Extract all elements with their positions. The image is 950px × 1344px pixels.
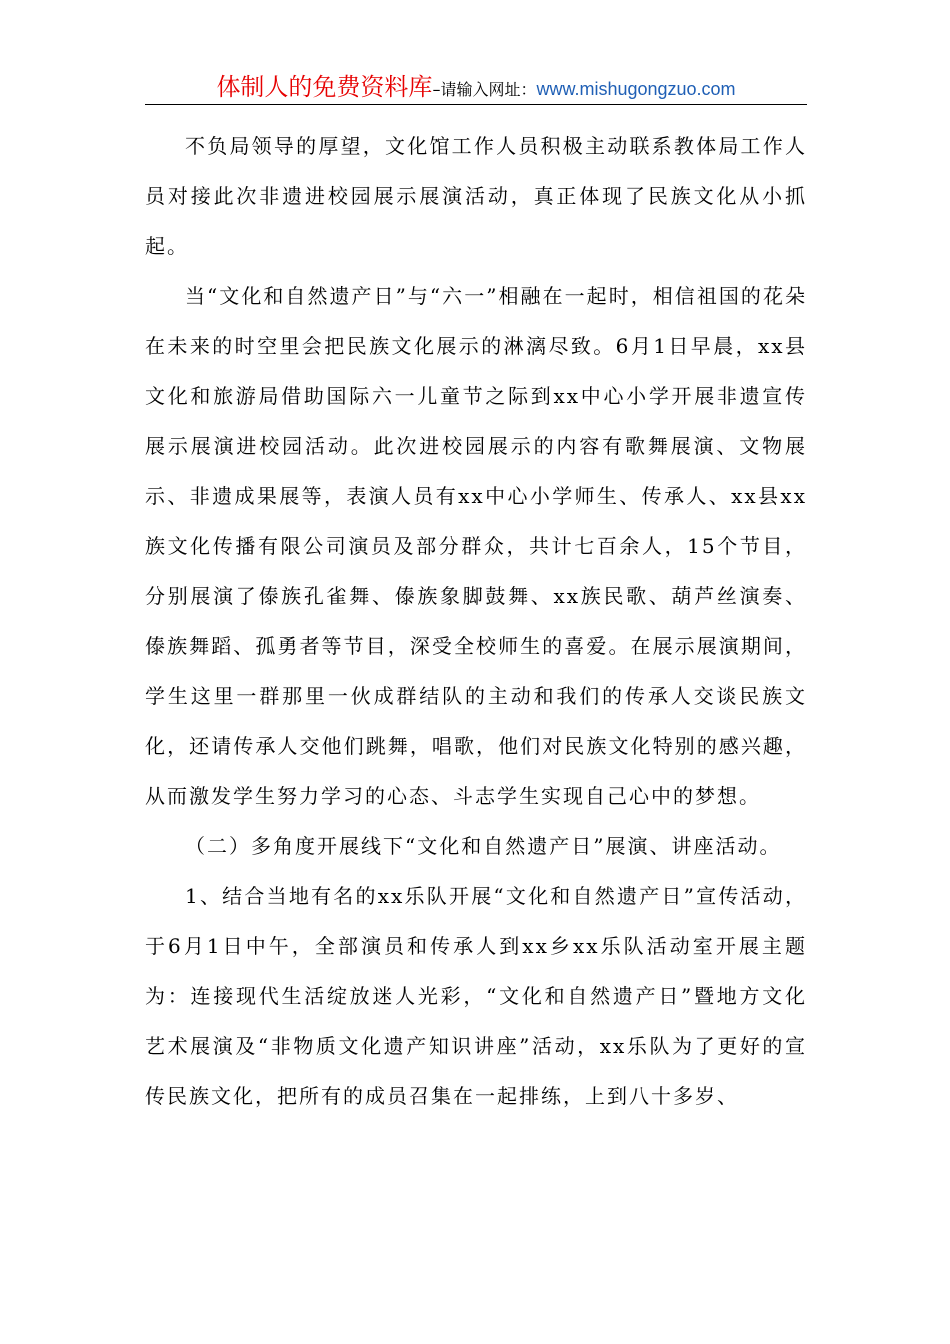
site-url-link[interactable]: www.mishugongzuo.com [536, 79, 736, 99]
paragraph-2: 当“文化和自然遗产日”与“六一”相融在一起时，相信祖国的花朵在未来的时空里会把民族文化展示的淋漓尽致。6月1日早晨，xx县文化和旅游局借助国际六一儿童节之际到xx中心小学开展非遗宣传展示展演进校园活动。此次进校园展示的内容有歌舞展演、文物展示、非遗成果展等，表演人员有xx中心小学师生、传承人、xx县xx族文化传播有限公司演员及部分群众，共计七百余人，15个节目，分别展演了傣族孔雀舞、傣族象脚鼓舞、xx族民歌、葫芦丝演奏、傣族舞蹈、孤勇者等节目，深受全校师生的喜爱。在展示展演期间，学生这里一群那里一伙成群结队的主动和我们的传承人交谈民族文化，还请传承人交他们跳舞，唱歌，他们对民族文化特别的感兴趣，从而激发学生努力学习的心态、斗志学生实现自己心中的梦想。 [145, 284, 807, 808]
paragraph-3: 1、结合当地有名的xx乐队开展“文化和自然遗产日”宣传活动，于6月1日中午，全部演员和传承人到xx乡xx乐队活动室开展主题为：连接现代生活绽放迷人光彩，“文化和自然遗产日”暨地方文化艺术展演及“非物质文化遗产知识讲座”活动，xx乐队为了更好的宣传民族文化，把所有的成员召集在一起排练，上到八十多岁、 [145, 884, 807, 1108]
document-body [145, 121, 807, 1121]
url-prompt: –请输入网址： [432, 80, 537, 99]
site-brand: 体制人的免费资料库 [216, 73, 433, 101]
page-header [145, 72, 807, 105]
paragraph-1: 不负局领导的厚望，文化馆工作人员积极主动联系教体局工作人员对接此次非遗进校园展示展演活动，真正体现了民族文化从小抓起。 [145, 134, 807, 258]
section-heading: （二）多角度开展线下“文化和自然遗产日”展演、讲座活动。 [185, 834, 782, 858]
